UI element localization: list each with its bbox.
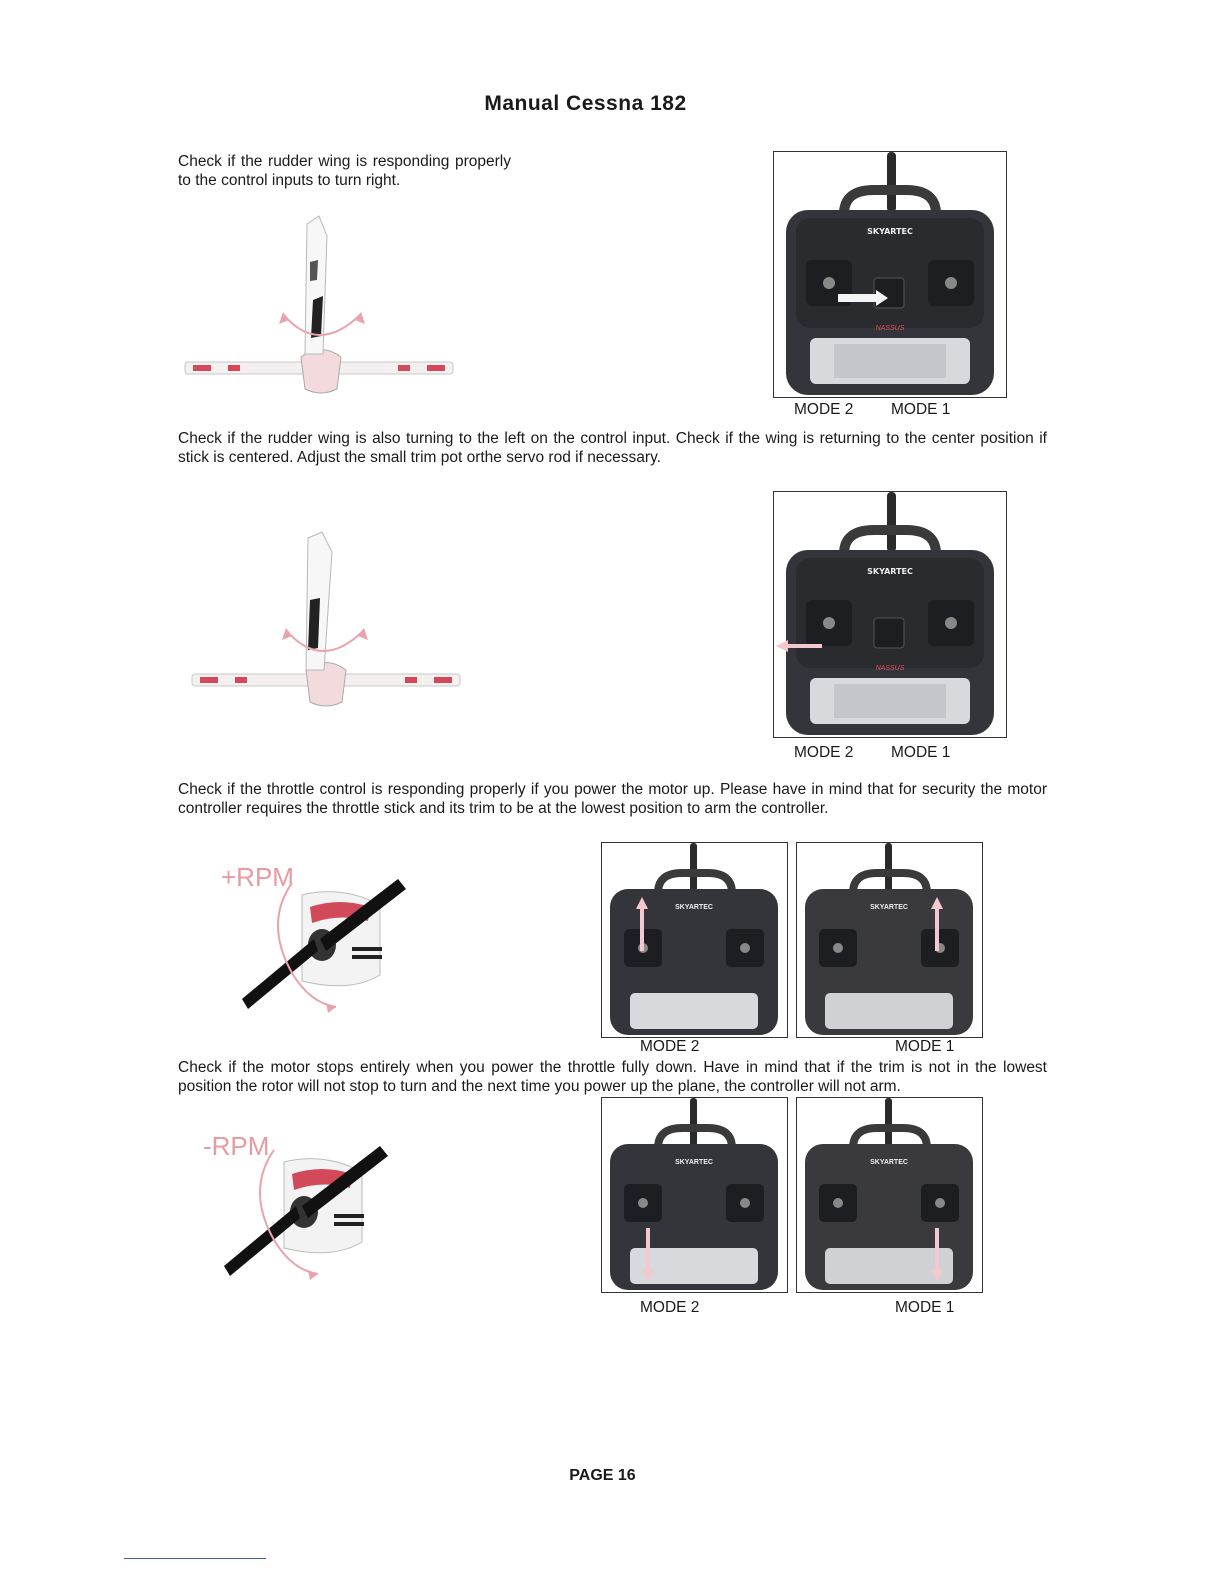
rudder-left-illustration (190, 530, 465, 720)
motor-propeller-illustration (240, 875, 410, 1020)
transmitter-photo-rudder-left (773, 491, 1007, 738)
svg-text:NASSUS: NASSUS (875, 325, 905, 332)
transmitter-icon (774, 492, 1006, 737)
transmitter-photo-throttle-down-mode-1 (796, 1097, 983, 1293)
page-number: PAGE 16 (569, 1467, 636, 1484)
caption-mode-2: MODE 2 (794, 401, 854, 418)
svg-text:SKYARTEC: SKYARTEC (870, 904, 908, 911)
instruction-throttle-up: Check if the throttle control is responding properly if you power the motor up. Please have in mind that for security the motor controller requires the throttle stick and its trim to be at the lowest position to arm the controller. (178, 781, 1047, 817)
caption-mode-1: MODE 1 (895, 1299, 955, 1316)
caption-mode-1: MODE 1 (891, 401, 951, 418)
svg-text:SKYARTEC: SKYARTEC (867, 227, 913, 236)
motor-propeller-illustration (222, 1142, 392, 1287)
caption-mode-2: MODE 2 (794, 744, 854, 761)
instruction-rudder-left: Check if the rudder wing is also turning to the left on the control input. Check if the wing is returning to the center position if stick is centered. Adjust the small trim pot orthe servo rod if necessary. (178, 430, 1047, 466)
footer-divider (124, 1558, 266, 1559)
transmitter-photo-throttle-down-mode-2 (601, 1097, 788, 1293)
rpm-label-plus: +RPM (221, 862, 294, 892)
caption-mode-1: MODE 1 (895, 1038, 955, 1055)
transmitter-icon (602, 1098, 787, 1292)
caption-mode-1: MODE 1 (891, 744, 951, 761)
transmitter-photo-rudder-right (773, 151, 1007, 398)
transmitter-icon (797, 1098, 982, 1292)
svg-text:SKYARTEC: SKYARTEC (867, 567, 913, 576)
page-title: Manual Cessna 182 (484, 92, 687, 115)
svg-text:SKYARTEC: SKYARTEC (870, 1159, 908, 1166)
rpm-label-minus: -RPM (203, 1131, 270, 1161)
svg-text:SKYARTEC: SKYARTEC (675, 904, 713, 911)
transmitter-photo-throttle-up-mode-1 (796, 842, 983, 1038)
instruction-rudder-right: Check if the rudder wing is responding properly to the control inputs to turn right. (178, 153, 511, 189)
svg-text:SKYARTEC: SKYARTEC (675, 1159, 713, 1166)
transmitter-icon (774, 152, 1006, 397)
caption-mode-2: MODE 2 (640, 1299, 700, 1316)
transmitter-icon (602, 843, 787, 1037)
instruction-throttle-down: Check if the motor stops entirely when you power the throttle fully down. Have in mind that if the trim is not in the lowest position the rotor will not stop to turn and the next time you power up the plane, the controller will not arm. (178, 1059, 1047, 1095)
transmitter-photo-throttle-up-mode-2 (601, 842, 788, 1038)
caption-mode-2: MODE 2 (640, 1038, 700, 1055)
svg-text:NASSUS: NASSUS (875, 665, 905, 672)
rudder-right-illustration (183, 212, 458, 402)
transmitter-icon (797, 843, 982, 1037)
